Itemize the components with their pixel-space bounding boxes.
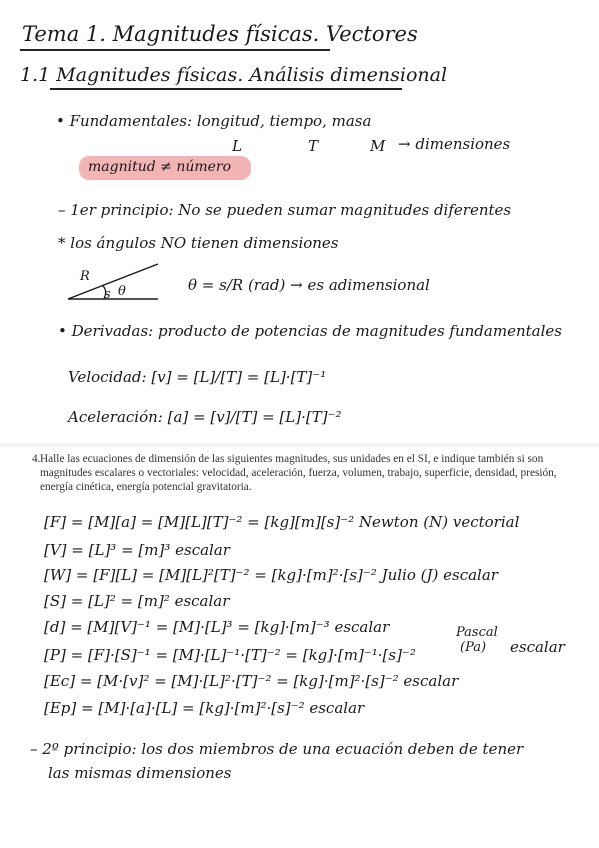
fundamentales-line: • Fundamentales: longitud, tiempo, masa bbox=[56, 112, 372, 130]
equation-trabajo: [W] = [F][L] = [M][L]²[T]⁻² = [kg]·[m]²·[s]⁻² Julio (J) escalar bbox=[44, 566, 498, 584]
dims-arrow-text: → dimensiones bbox=[398, 135, 511, 153]
magnitud-highlight: magnitud ≠ número bbox=[88, 159, 232, 175]
equation-presion: [P] = [F]·[S]⁻¹ = [M]·[L]⁻¹·[T]⁻² = [kg]·[m]⁻¹·[s]⁻² bbox=[44, 646, 416, 664]
derivadas-line: • Derivadas: producto de potencias de magnitudes fundamentales bbox=[58, 322, 562, 340]
subtitle-underline bbox=[50, 88, 402, 90]
page-separator bbox=[0, 443, 599, 447]
pascal-symbol: (Pa) bbox=[460, 640, 487, 655]
equation-energia-potencial: [Ep] = [M]·[a]·[L] = [kg]·[m]²·[s]⁻² escalar bbox=[44, 699, 365, 717]
exercise-statement bbox=[32, 452, 580, 494]
equation-energia-cinetica: [Ec] = [M·[v]² = [M]·[L]²·[T]⁻² = [kg]·[m]²·[s]⁻² escalar bbox=[44, 672, 459, 690]
tri-label-theta: θ bbox=[118, 284, 126, 299]
title-underline bbox=[20, 49, 330, 51]
aceleracion-formula: Aceleración: [a] = [v]/[T] = [L]·[T]⁻² bbox=[68, 408, 342, 426]
equation-superficie: [S] = [L]² = [m]² escalar bbox=[44, 592, 230, 610]
equation-densidad: [d] = [M][V]⁻¹ = [M]·[L]³ = [kg]·[m]⁻³ escalar bbox=[44, 618, 390, 636]
presion-escalar: escalar bbox=[510, 638, 565, 656]
principio-2-line2: las mismas dimensiones bbox=[48, 764, 232, 782]
exercise-text: Halle las ecuaciones de dimensión de las siguientes magnitudes, sus unidades en el SI, e indique también si son magnitudes escalares o vectoriales: velocidad, aceleración, fuerza, volumen, trabajo, superficie, densidad, presión, energía cinética, energía potencial gravitatoria. bbox=[40, 453, 557, 493]
equation-volumen: [V] = [L]³ = [m]³ escalar bbox=[44, 541, 230, 559]
page-title: Tema 1. Magnitudes físicas. Vectores bbox=[22, 22, 418, 46]
dim-letter-m: M bbox=[370, 137, 386, 155]
theta-formula: θ = s/R (rad) → es adimensional bbox=[188, 276, 430, 294]
dim-letter-t: T bbox=[308, 137, 319, 155]
exercise-number: 4. bbox=[32, 453, 41, 465]
angulos-note: * los ángulos NO tienen dimensiones bbox=[58, 234, 339, 252]
pascal-label: Pascal bbox=[456, 625, 498, 640]
equation-fuerza: [F] = [M][a] = [M][L][T]⁻² = [kg][m][s]⁻² Newton (N) vectorial bbox=[44, 513, 520, 531]
velocidad-formula: Velocidad: [v] = [L]/[T] = [L]·[T]⁻¹ bbox=[68, 368, 327, 386]
tri-label-r: R bbox=[80, 269, 90, 284]
section-subtitle: 1.1 Magnitudes físicas. Análisis dimensional bbox=[20, 64, 448, 86]
dim-letter-l: L bbox=[232, 137, 242, 155]
principio-2-line1: – 2º principio: los dos miembros de una ecuación deben de tener bbox=[30, 740, 524, 758]
tri-label-s: s bbox=[104, 287, 111, 302]
principio-1: – 1er principio: No se pueden sumar magnitudes diferentes bbox=[58, 201, 512, 219]
